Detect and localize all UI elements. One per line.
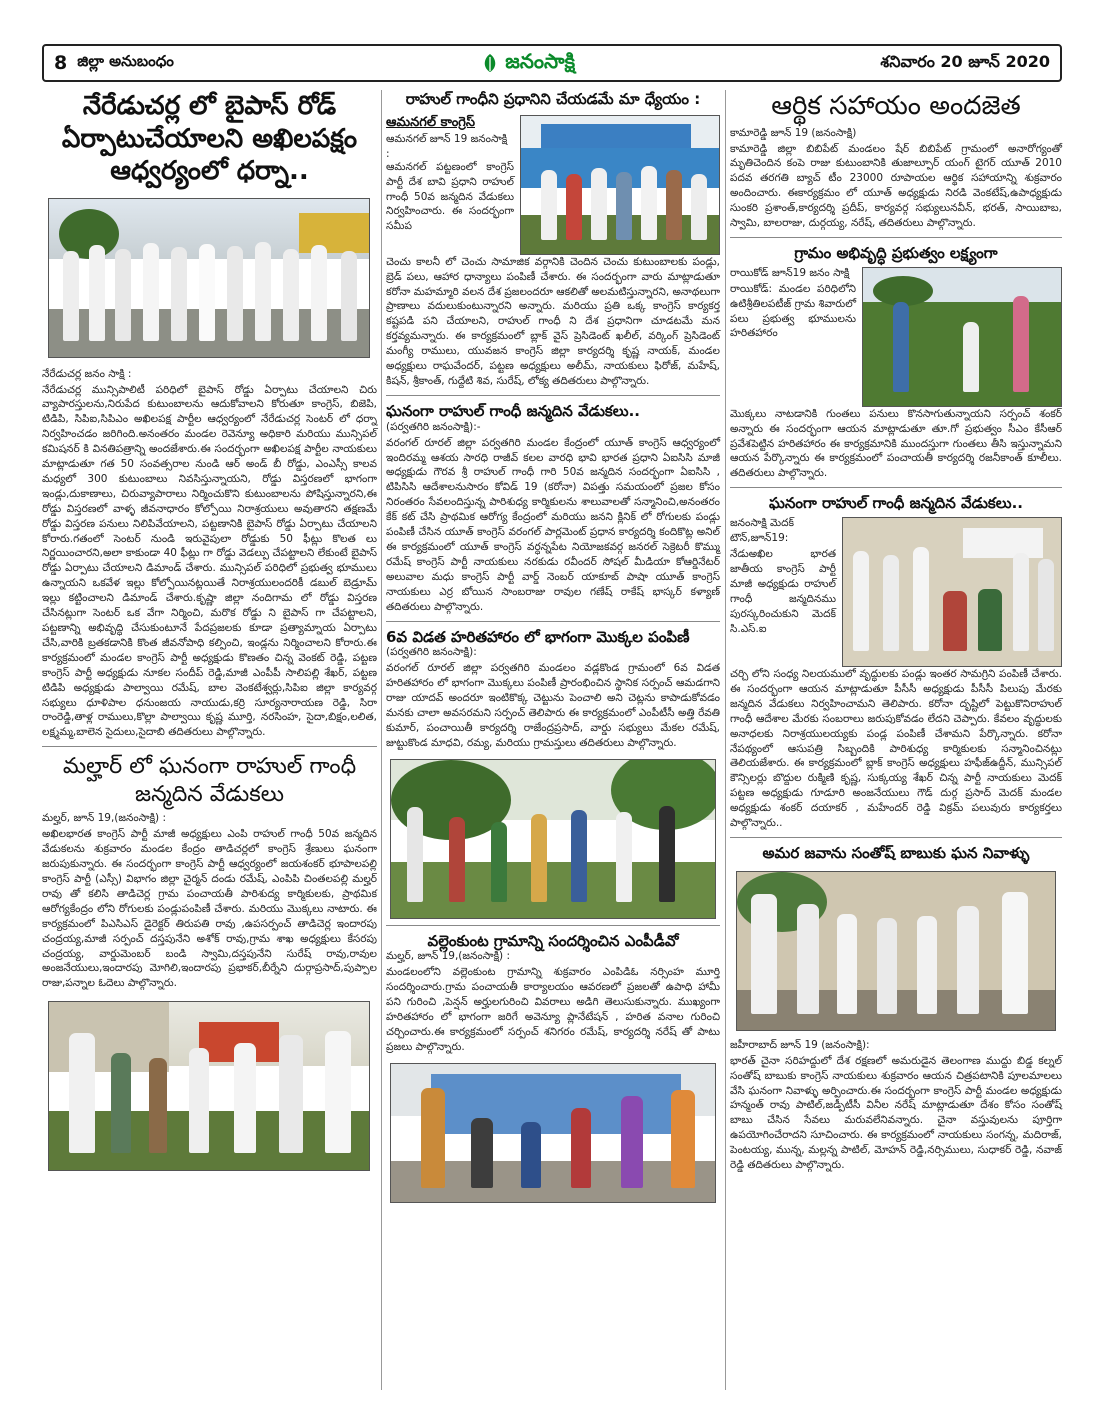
newspaper-page bbox=[42, 44, 1062, 1394]
article-headline: నేరేడుచర్ల లో బైపాస్ రోడ్ ఏర్పాటుచేయాలని అఖిలపక్షం ఆధ్వర్యంలో ధర్నా.. bbox=[61, 91, 358, 186]
article-body-wrap: రాయికోడ్: మండల పరిధిలోని ఉటిశ్రీతిలపటీజ్ గ్రామ శివారులో పలు ప్రభుత్వ భూములను హరితహారం bbox=[730, 282, 856, 340]
news-photo-fruit-distribution bbox=[48, 1001, 370, 1171]
news-photo-saplings bbox=[390, 759, 716, 919]
article-separator bbox=[730, 237, 1062, 238]
article-separator bbox=[42, 746, 377, 747]
article-dateline: (పర్వతగిరి జనంసాక్షి):- bbox=[386, 420, 481, 433]
article-dateline: రాయికోడ్ జూన్19 జనం సాక్షి bbox=[730, 266, 850, 279]
page-header bbox=[42, 44, 1062, 82]
article-dateline: మల్హర్, జూన్ 19,(జనంసాక్షి) : bbox=[42, 812, 167, 825]
article-dateline: మల్హర్, జూన్ 19,(జనంసాక్షి) : bbox=[386, 950, 511, 963]
article-headline: 6వ విడత హరితహారం లో భాగంగా మొక్కల పంపిణీ bbox=[386, 627, 690, 646]
article-dateline: కామారెడ్డి జూన్ 19 (జనంసాక్షి) bbox=[730, 126, 857, 139]
article-headline: రాహుల్ గాంధీని ప్రధానిని చేయడమే మా ధ్యేయం : bbox=[405, 90, 701, 108]
issue-date: శనివారం 20 జూన్ 2020 bbox=[880, 51, 1050, 71]
news-photo-village-visit bbox=[390, 1063, 716, 1203]
article-headline: ఆర్థిక సహాయం అందజెత bbox=[771, 91, 1021, 121]
masthead-logo bbox=[479, 49, 575, 78]
article-headline: మల్హార్ లో ఘనంగా రాహుల్ గాంధీ జన్మదిన వేడుకలు bbox=[62, 754, 357, 807]
header-left bbox=[54, 52, 174, 74]
article-dateline: (పర్వతగిరి జనంసాక్షి): bbox=[386, 646, 477, 659]
article-dateline: ఆమనగల్ జూన్ 19 జనంసాక్షి : bbox=[386, 132, 508, 160]
article-body: వరంగల్ రూరల్ జిల్లా పర్వతగిరి మండలం వడ్లకొండ గ్రామంలో 6వ విడత హరితహారం లో భాగంగా మొక్కలు పంపిణీ ప్రారంభించిన స్థానిక సర్పంచ్ ఆమడగాని రాజు యాదవ్ అందరూ ఇంటికొక్క చెట్టును పెంచాలి అని చెట్లను కాపాడుకోవడం మనకు చాలా అవసరమని సర్పంచ్ తెలిపారు ఈ కార్యక్రమంలో ఎంపీటీసీ అత్తి రేవతి కుమార్, పంచాయితీ కార్యదర్శి రాజేంద్రప్రసాద్, వార్డు సభ్యులు మేకల రమేష్, జుట్టుకొండ మాధవి, రమ్య, మరియు గ్రామస్తులు తదితరులు పాల్గొన్నారు. bbox=[386, 662, 720, 749]
article-body: చెంచు కాలనీ లో చెంచు సామాజిక వర్గానికి చెందిన చెంచు కుటుంబాలకు పండ్లు, బ్రెడ్ పలు, ఆహార ధాన్యాలు పంపిణీ చేశారు. ఈ సందర్భంగా వారు మాట్లాడుతూ కరోనా మహమ్మారి వలన దేశ ప్రజలందరూ ఆకలితో అలమటిస్తున్నారని, అనాథలుగా ప్రాణాలు వదులుకుంటున్నారని అన్నారు. మరియు ప్రతి ఒక్క కాంగ్రెస్ కార్యకర్త కష్టపడి పని చేయాలని, రాహుల్ గాంధీ ని దేశ ప్రధానిగా చూడటమే మన కర్తవ్యమన్నారు. ఈ కార్యక్రమంలో బ్లాక్ వైస్ ప్రెసిడెంట్ ఖలీల్, వర్కింగ్ ప్రెసిడెంట్ మంగ్యీ రాములు, యువజన కాంగ్రెస్ జిల్లా కార్యదర్శి కృష్ణ నాయక్, మండల అధ్యక్షులు రాఘవేందర్, పట్టణ అధ్యక్షులు అలీమ్, నాయకులు ఫిరోజ్, మహేష్, కిషన్, శ్రీకాంత్, గుద్దేటి శివ, సురేష్, లోక్య తదితరులు పాల్గొన్నారు. bbox=[386, 255, 720, 387]
news-photo-protest bbox=[48, 198, 370, 358]
article-separator bbox=[730, 487, 1062, 488]
column-divider bbox=[725, 90, 726, 1390]
article-headline: ఘనంగా రాహుల్ గాంధీ జన్మదిన వేడుకలు.. bbox=[386, 401, 640, 420]
column-divider bbox=[381, 90, 382, 1390]
article-body: చర్చి లోని సంధ్య నిలయములో వృద్ధులకు పండ్లు ఇంతర సామగ్రిని పంపిణీ చేశారు. ఈ సందర్భంగా ఆయన మాట్లాడుతూ పీసీసీ అధ్యక్షుడు పీసీసీ పిలుపు మేరకు జన్మదిన వేడుకలు నిర్వహించామని తెలిపారు. కరోనా దృష్టిలో పెట్టుకొనిరాహుల్ గాంధీ ఆదేశాల మేరకు సంబరాలు జరుపుకోవడం లేదని చెప్పారు. కేవలం వృద్ధులకు అనాధలకు నిరాశ్రయులయ్యకు పండ్ల పంపిణీ చేశామని పేర్కొన్నారు. కరోనా నేపథ్యంలో ఆసుపత్రి సిబ్బందికి పారిశుధ్య కార్మికులకు సన్మానించినట్లు తెలియజేశారు. ఈ కార్యక్రమంలో బ్లాక్ కాంగ్రెస్ అధ్యక్షులు హఫీజ్ఉద్దీన్, మున్సిపల్ కౌన్సిలర్లు బొద్దుల రుక్మిణి కృష్ణ, సుక్కయ్య శేఖర్ చిన్న పార్టీ నాయకులు మెదక్ పట్టణ అధ్యక్షుడు గూడూరి అంజనేయులు గౌడ్ దుర్గ ప్రసాద్ మెదక్ మండల అధ్యక్షుడు శంకర్ దయాకర్ , మహేందర్ రెడ్డి విక్రమ్ పలువురు కార్యకర్తలు పాల్గొన్నారు.. bbox=[730, 667, 1062, 830]
article-headline: అమర జవాను సంతోష్ బాబుకు ఘన నివాళ్ళు bbox=[762, 843, 1030, 862]
article-body: మొక్కలు నాటడానికి గుంతలు పనులు కొనసాగుతున్నాయని సర్పంచ్ శంకర్ అన్నారు ఈ సందర్భంగా ఆయన మాట్లాడుతూ తూ.గో ప్రభుత్వం సీఎం కేసీఆర్ ప్రవేశపెట్టిన హరితహారం ఈ కార్యక్రమానికి ముందస్తుగా గుంతలు తీసి ఇస్తున్నామని ఆయన పేర్కొన్నారు ఈ కార్యక్రమంలో పంచాయతీ కార్యదర్శి రజనీకాంత్ కూలీలు. తదితరులు పాల్గొన్నారు. bbox=[730, 407, 1062, 480]
column-1 bbox=[42, 90, 377, 1171]
article-body-wrap: నేడుఅఖిల భారత జాతీయ కాంగ్రెస్ పార్టీ మాజీ అధ్యక్షుడు రాహుల్ గాంధీ జన్మదినము పురస్కరించుకుని మెదక్ సి.ఎస్.ఐ bbox=[730, 547, 836, 635]
section-name: జిల్లా అనుబంధం bbox=[77, 52, 174, 70]
article-body: వరంగల్ రూరల్ జిల్లా పర్వతగిరి మండల కేంద్రంలో యూత్ కాంగ్రెస్ ఆధ్వర్యంలో ఇందిరమ్మ ఆశయ సారధి రాజీవ్ కలల వారధి భావి భారత ప్రధాని ఏఐసిసి మాజీ అధ్యక్షుడు గౌరవ శ్రీ రాహుల్ గాంధీ గారి 50వ జన్మదిన సందర్భంగా ఏఐసిసి , టిపిసిసి ఆదేశాలనుసారం కోవిడ్ 19 (కరోనా) విపత్తు సమయంలో ప్రజల కోసం నిరంతరం సేవలందిస్తున్న పారిశుధ్య కార్మికులను శాలువాలతో సన్మానించి,అనంతరం కేక్ కట్ చేసి ప్రాథమిక ఆరోగ్య కేంద్రంలో మరియు జనని క్లినిక్ లో రోగులకు పండ్లు పంపిణీ చేసిన యూత్ కాంగ్రెస్ వరంగల్ పార్లమెంట్ ప్రధాన కార్యదర్శి కందికొట్ల అనిల్ ఈ కార్యక్రమంలో యూత్ కాంగ్రెస్ వర్ధన్నపేట నియోజకవర్గ జనరల్ సెక్రెటరీ కొమ్ము రమేష్ కాంగ్రెస్ పార్టీ నాయకులు నరకుడు రవీందర్ సోషల్ మీడియా కోఆర్డినేటర్ అలువాల మధు కాంగ్రెస్ పార్టీ వార్డ్ నెంబర్ యాకూబ్ పాషా యూత్ కాంగ్రెస్ నాయకులు ఎర్ర బోయిన సాంబరాజు రావుల గణేష్ రాకేష్ భాస్కర్ కళ్యాణ్ తదితరులు పాల్గొన్నారు. bbox=[386, 436, 720, 613]
article-headline: గ్రామం అభివృద్ధి ప్రభుత్వం లక్ష్యంగా bbox=[794, 243, 998, 262]
article-separator bbox=[730, 837, 1062, 838]
article-body: మండలంలోని వల్లెంకుంట గ్రామాన్ని శుక్రవారం ఎంపిడిఓ నర్సింహ మూర్తి సందర్శించారు.గ్రామ పంచాయతీ కార్యాలయం ఆవరణలో ప్రజలతో ఉపాధి హామీ పని గురించి ,పెన్షన్ అర్హులగురించి వివరాలు అడిగి తెలుసుకున్నారు. ముఖ్యంగా హరితహారం లో భాగంగా జరిగే అవెన్యూ ప్లానేటేషన్ , హరిత వనాల గురించి చర్చించారు.ఈ కార్యక్రమంలో సర్పంచ్ శనిగరం రమేష్, కార్యదర్శి నరేష్ తో పాటు ప్రజలు పాల్గొన్నారు. bbox=[386, 966, 720, 1053]
article-body-wrap: ఆమనగల్ పట్టణంలో కాంగ్రెస్ పార్టీ దేశ బావి ప్రధాని రాహుల్ గాంధీ 50వ జన్మదిన వేడుకలు నిర్వహించారు. ఈ సందర్భంగా సమీప bbox=[386, 160, 514, 233]
article-separator bbox=[386, 395, 720, 396]
article-headline: ఘనంగా రాహుల్ గాంధీ జన్మదిన వేడుకలు.. bbox=[769, 494, 1023, 513]
article-dateline: జనంసాక్షి మెదక్ టౌన్,జూన్19: bbox=[730, 516, 795, 544]
column-2 bbox=[386, 90, 720, 1203]
page-number: 8 bbox=[54, 52, 68, 74]
article-body: కామారెడ్డి జిల్లా బిబిపేట్ మండలం షేర్ బిబిపేట్ గ్రామంలో అనారోగ్యంతో మృతిచెందిన కంపె రాజు కుటుంబానికి తుజాల్పూర్ యంగ్ టైగర్ యూత్ 2010 పదవ తరగతి బ్యాచ్ టీం 23000 రూపాయల ఆర్థిక సహాయాన్ని శుక్రవారం అందించారు. ఈకార్యక్రమం లో యూత్ అధ్యక్షుడు నిరడి వెంకటేష్,ఉపాధ్యక్షుడు సుంకరి ప్రశాంత్,కార్యదర్శి ప్రదీప్, కార్యవర్గ సభ్యులునవీన్, భరత్, సాయిబాబ, స్వామి, బాలరాజు, దుర్గయ్య, నరేష్, తదితరులు పాల్గొన్నారు. bbox=[730, 142, 1062, 230]
masthead-title: జనంసాక్షి bbox=[505, 48, 576, 73]
article-dateline: జహీరాబాద్ జూన్ 19 (జనంసాక్షి): bbox=[730, 1038, 870, 1051]
article-body: భారత్ చైనా సరిహద్దులో దేశ రక్షణలో అమరుడైన తెలంగాణ ముద్దు బిడ్డ కల్నల్ సంతోష్ బాబుకు కాంగ్రెస్ నాయకులు శుక్రవారం ఆయన చిత్రపటానికి పూలమాలలు వేసి ఘనంగా నివాళ్ళు అర్పించారు.ఈ సందర్భంగా కాంగ్రెస్ పార్టీ మండల అధ్యక్షుడు హన్మంత్ రావు పాటిల్,జడ్పీటీసీ వినీల నరేష్ మాట్లాడుతూ దేశం కోసం సంతోష్ బాబు చేసిన సేవలు మరువలేనివన్నారు. చైనా వస్తువులను పూర్తిగా ఉపయోగించేరాదని సూచించారు. ఈ కార్యక్రమంలో నాయకులు సంగన్న, మదిరాజ్, పెంటయ్య, మున్న, మల్లన్న పాటిల్, మోహన్ రెడ్డి,నర్సిములు, సుధాకర్ రెడ్డి, నవాజ్ రెడ్డి తదితరులు పాల్గొన్నారు. bbox=[730, 1054, 1062, 1172]
article-body: నేరేడుచర్ల మున్సిపాలిటీ పరిధిలో బైపాస్ రోడ్డు ఏర్పాటు చేయాలని చిరు వ్యాపారస్తులను,నిరుపేద కుటుంబాలను ఆదుకోవాలని కోరుతూ కాంగ్రెస్, బిజెపి, టిడిపి, సిపిఐ,సిపిఎం అఖిలపక్ష పార్టీల ఆధ్వర్యంలో నేరేడుచర్ల సెంటర్ లో ధర్నా నిర్వహించడం జరిగింది.అనంతరం మండల రెవెన్యూ అధికారి మరియు మున్సిపల్ కమిషనర్ కి వినతిపత్రాన్ని అందజేశారు.ఈ సందర్భంగా అఖిలపక్ష పార్టీల నాయకులు మాట్లాడుతూ గత 50 సంవత్సరాల నుండి ఆర్ అండ్ బీ రోడ్డు, ఎంఎస్సీ కాలవ మధ్యలో 300 కుటుంబాలు నివసిస్తున్నాయని, రోడ్డు విస్తరణలో భాగంగా ఇండ్లు,దుకాణాలు, చిరువ్యాపారాలు నిర్మించుకొని కుటుంబాలను పోషిస్తున్నారని,ఈ రోడ్డు విస్తరణలో వాళ్ళ జీవనాధారం కోల్పోయి నిరాశ్రయులు అవుతారని తక్షణమే రోడ్డు విస్తరణ పనులు నిలిపివేయాలని, పట్టణానికి బైపాస్ రోడ్డు ఏర్పాటు చేయాలని కోరారు.గతంలో సెంటర్ నుండి ఇరువైపులా రోడ్డుకు 50 ఫీట్లు కొలత లు నిర్ణయించారని,అలా కాకుండా 40 ఫీట్లు గా రోడ్డు వెడల్పు చేపట్టాలని లేకుంటే బైపాస్ రోడ్డు ఏర్పాటు చేయాలని డిమాండ్ చేశారు. మున్సిపల్ పరిధిలో ప్రభుత్వ భూములు ఉన్నాయని ఒకవేళ ఇల్లు కోల్పోయినట్లయితే నిరాశ్రయులందరికీ డబుల్ బెడ్రూమ్ ఇల్లు కట్టించాలని డిమాండ్ చేశారు.కృష్ణా జిల్లా నందిగామ లో రోడ్డు విస్తరణ చేసినట్లుగా సెంటర్ ఒక వేగా నిర్మించి, మరొక రోడ్డు ని బైపాస్ గా చేపట్టాలని, పట్టణాన్ని అభివృద్ధి చేసుకుంటూనే పేదప్రజలకు కూడా ప్రత్యామ్నాయ ఏర్పాటు చేసి,వారికి బ్రతకడానికి కొంత జీవనోపాధి కల్పించి, ఇండ్లను నిర్మించాలని కోరారు.ఈ కార్యక్రమంలో మండల కాంగ్రెస్ పార్టీ అధ్యక్షుడు కొణతం చిన్న వెంకట్ రెడ్డి, పట్టణ కాంగ్రెస్ పార్టీ అధ్యక్షుడు నూకల సందీప్ రెడ్డి,మాజీ ఎంపీపీ సాలిపల్లి శేఖర్, పట్టణ టిడిపి అధ్యక్షుడు పాల్వాయి రమేష్, బాల వెంకటేశ్వర్లు,సిపిఐ జిల్లా కార్యవర్గ సభ్యులు ధూళిపాల ధనుంజయ నాయుడు,కర్రి సూర్యనారాయణ రెడ్డి, సిరా రాంరెడ్డి,తాళ్ల రాములు,కొల్లా పాల్వాయి కృష్ణ మూర్తి, నరసింహ, సైదా,బిక్షం,లలిత, లక్ష్మమ్మ,బాలెన సైదులు,సైదాబి తదితరులు పాల్గొన్నారు. bbox=[42, 383, 377, 739]
article-separator bbox=[386, 621, 720, 622]
leaf-logo-icon bbox=[479, 52, 501, 74]
article-separator bbox=[386, 925, 720, 926]
news-photo-celebration bbox=[520, 115, 720, 255]
news-photo-tribute bbox=[736, 871, 1056, 1031]
article-body: అఖిలభారత కాంగ్రెస్ పార్టీ మాజీ అధ్యక్షులు ఎంపి రాహుల్ గాంధీ 50వ జన్మదిన వేడుకలను శుక్రవారం మండల కేంద్రం తాడిచర్లలో కాంగ్రెస్ శ్రేణులు ఘనంగా జరుపుకున్నారు. ఈ సందర్భంగా కాంగ్రెస్ పార్టీ ఆధ్వర్యంలో జయశంకర్ భూపాలపల్లి కాంగ్రెస్ పార్టీ (ఎస్సీ) విభాగం జిల్లా చైర్మన్ దండు రమేష్, ఎంపిపి చింతలపల్లి మల్హర్ రావు తో కలిసి తాడిచెర్ల గ్రామ పంచాయతీ పారిశుద్య కార్మికులకు, ప్రాథమిక ఆరోగ్యకేంద్రం లోని రోగులకు పండ్లుపంపిణీ చేశారు. మరియు మొక్కలు నాటారు. ఈ కార్యక్రమంలో పిఎసిఎస్ డైరెక్టర్ తిరుపతి రావు ,ఉపసర్పంచ్ తాడిచెర్ల ఇందారపు చంద్రయ్య,మాజీ సర్పంచ్ దస్తపునేని అశోక్ రావు,గ్రామ శాఖ అధ్యక్షులు కేసరపు చంద్రయ్య, వార్డుమెంబర్ బండి స్వామి,దస్తపునేని సురేష్ రావు,రావుల అంజనేయులు,ఇందారపు మోగిలి,ఇందారపు ప్రభాకర్,బీర్నేని దుర్గాప్రసాద్,పుప్పాల రాజు,పన్నాల ఓదెలు పాల్గొన్నారు. bbox=[42, 828, 377, 990]
article-headline: వల్లెంకుంట గ్రామాన్ని సందర్శించిన ఎంపీడీవో bbox=[427, 931, 679, 950]
column-3 bbox=[730, 90, 1062, 1173]
news-photo-haritha-haram bbox=[862, 267, 1062, 407]
article-kicker: ఆమనగల్ కాంగ్రెస్ bbox=[386, 114, 475, 130]
article-dateline: నేరేడుచర్ల జనం సాక్షి : bbox=[42, 367, 132, 380]
news-photo-elderly-home bbox=[842, 517, 1062, 667]
